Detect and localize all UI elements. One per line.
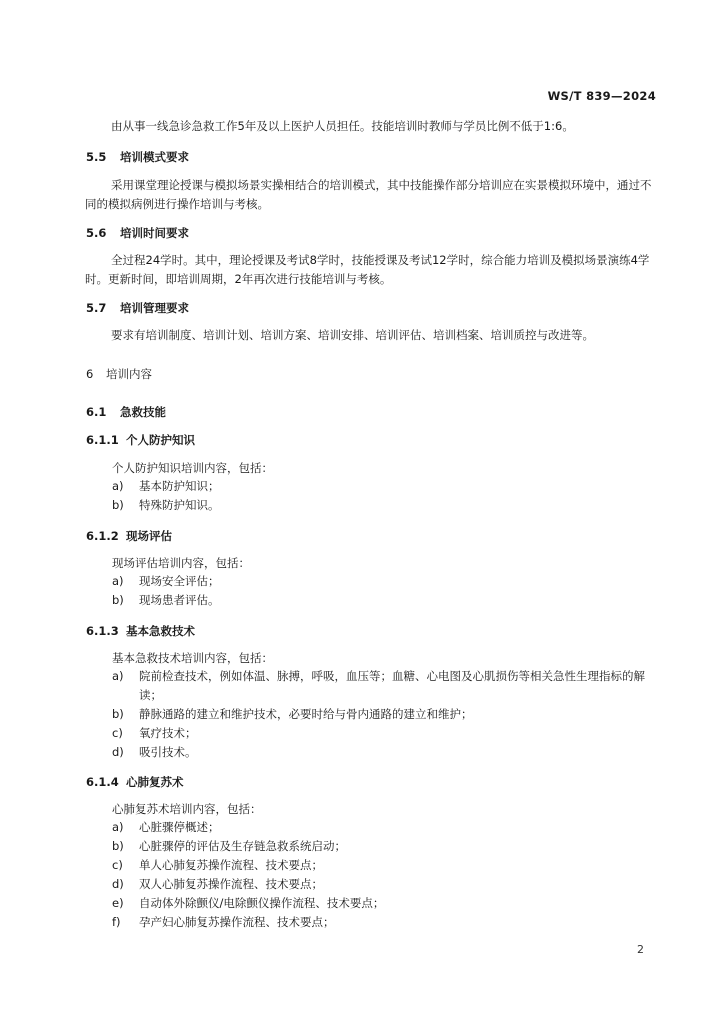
heading-title: 培训模式要求 — [120, 150, 189, 164]
list-marker: c) — [112, 726, 123, 740]
heading-number: 6 — [86, 367, 94, 381]
heading-number: 6.1.3 — [86, 624, 119, 638]
list-item — [112, 477, 658, 496]
list-item-text: 心脏骤停概述； — [139, 820, 220, 834]
list-item-text: 吸引技术。 — [139, 745, 197, 759]
list-intro-6-1-1: 个人防护知识培训内容，包括： — [112, 461, 273, 475]
list-item-text: 氧疗技术； — [139, 726, 197, 740]
list-item — [112, 724, 658, 743]
paragraph-5-7: 要求有培训制度、培训计划、培训方案、培训安排、培训评估、培训档案、培训质控与改进等。 — [111, 328, 594, 342]
list-item-text: 院前检查技术，例如体温、脉搏，呼吸，血压等；血糖、心电图及心肌损伤等相关急性生理指标的解读； — [139, 669, 645, 702]
list-item — [112, 837, 658, 856]
heading-title: 现场评估 — [126, 529, 172, 543]
heading-5-7 — [86, 300, 189, 316]
list-intro-6-1-4: 心肺复苏术培训内容，包括： — [112, 802, 262, 816]
list-item — [112, 856, 658, 875]
list-item — [112, 913, 658, 932]
list-marker: b) — [112, 498, 124, 512]
list-item-text: 现场安全评估； — [139, 574, 220, 588]
heading-title: 培训管理要求 — [120, 301, 189, 315]
heading-number: 5.6 — [86, 226, 107, 240]
list-item — [112, 667, 658, 704]
heading-6-1-4 — [86, 774, 184, 790]
heading-number: 6.1 — [86, 405, 107, 419]
heading-6-1-2 — [86, 528, 172, 544]
list-item — [112, 572, 658, 591]
heading-6-1-1 — [86, 432, 195, 448]
list-marker: d) — [112, 745, 124, 759]
heading-number: 6.1.1 — [86, 433, 119, 447]
list-item — [112, 591, 658, 610]
paragraph-teacher-ratio: 由从事一线急诊急救工作5年及以上医护人员担任。技能培训时教师与学员比例不低于1:6。 — [111, 119, 574, 133]
list-item-text: 现场患者评估。 — [139, 593, 220, 607]
list-intro-6-1-3: 基本急救技术培训内容，包括： — [112, 651, 273, 665]
heading-6-1-3 — [86, 623, 195, 639]
list-item-text: 基本防护知识； — [139, 479, 220, 493]
heading-number: 5.7 — [86, 301, 107, 315]
list-item — [112, 705, 658, 724]
page-number: 2 — [637, 943, 644, 956]
list-item-text: 双人心肺复苏操作流程、技术要点； — [139, 877, 323, 891]
heading-number: 6.1.2 — [86, 529, 119, 543]
list-marker: c) — [112, 858, 123, 872]
list-marker: e) — [112, 896, 124, 910]
list-intro-6-1-2: 现场评估培训内容，包括： — [112, 556, 250, 570]
heading-5-6 — [86, 225, 189, 241]
list-marker: b) — [112, 593, 124, 607]
paragraph-5-6: 全过程24学时。其中，理论授课及考试8学时，技能授课及考试12学时，综合能力培训及模拟场景演练4学时。更新时间，即培训周期，2年再次进行技能培训与考核。 — [85, 253, 650, 286]
list-marker: a) — [112, 669, 124, 683]
standard-code: WS/T 839—2024 — [547, 89, 656, 103]
list-item — [112, 496, 658, 515]
list-marker: a) — [112, 574, 124, 588]
list-marker: f) — [112, 915, 121, 929]
list-item — [112, 875, 658, 894]
list-item-text: 特殊防护知识。 — [139, 498, 220, 512]
list-marker: a) — [112, 820, 124, 834]
heading-title: 心肺复苏术 — [126, 775, 184, 789]
list-marker: a) — [112, 479, 124, 493]
heading-title: 急救技能 — [120, 405, 166, 419]
heading-title: 培训时间要求 — [120, 226, 189, 240]
heading-number: 6.1.4 — [86, 775, 119, 789]
list-marker: b) — [112, 839, 124, 853]
heading-title: 培训内容 — [106, 367, 152, 381]
heading-number: 5.5 — [86, 150, 107, 164]
list-item-text: 单人心肺复苏操作流程、技术要点； — [139, 858, 323, 872]
list-item-text: 心脏骤停的评估及生存链急救系统启动； — [139, 839, 346, 853]
list-item-text: 孕产妇心肺复苏操作流程、技术要点； — [139, 915, 335, 929]
paragraph-5-5: 采用课堂理论授课与模拟场景实操相结合的培训模式，其中技能操作部分培训应在实景模拟环境中，通过不同的模拟病例进行操作培训与考核。 — [85, 178, 652, 211]
list-item — [112, 743, 658, 762]
list-item-text: 静脉通路的建立和维护技术，必要时给与骨内通路的建立和维护； — [139, 707, 473, 721]
list-item — [112, 818, 658, 837]
list-item — [112, 894, 658, 913]
heading-6 — [86, 366, 152, 382]
list-item-text: 自动体外除颤仪/电除颤仪操作流程、技术要点； — [139, 896, 385, 910]
list-marker: d) — [112, 877, 124, 891]
heading-6-1 — [86, 404, 166, 420]
heading-5-5 — [86, 149, 189, 165]
list-marker: b) — [112, 707, 124, 721]
heading-title: 基本急救技术 — [126, 624, 195, 638]
heading-title: 个人防护知识 — [126, 433, 195, 447]
